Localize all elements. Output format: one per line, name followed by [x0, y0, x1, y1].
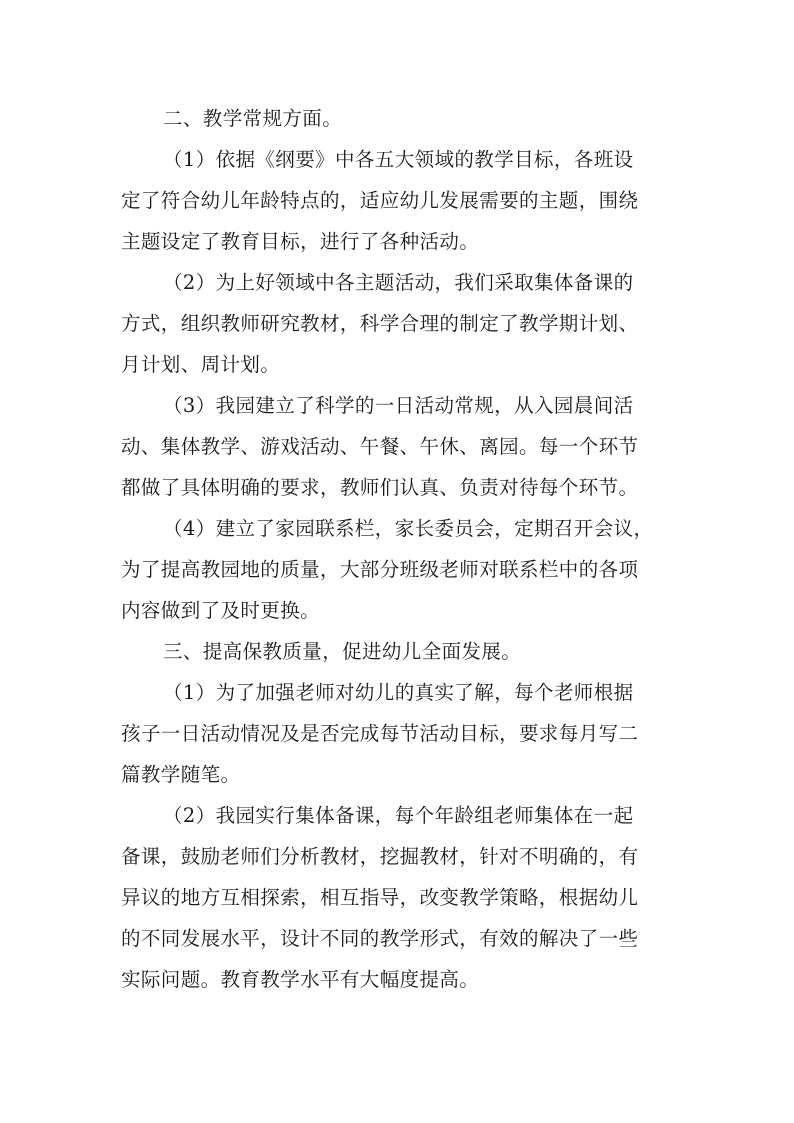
text-line: （1）为了加强老师对幼儿的真实了解，每个老师根据 — [163, 681, 634, 704]
text-line: 二、教学常规方面。 — [163, 107, 343, 130]
text-line: 定了符合幼儿年龄特点的，适应幼儿发展需要的主题，围绕 — [121, 189, 639, 212]
paragraph — [121, 508, 681, 631]
text-line: 的不同发展水平，设计不同的教学形式，有效的解决了一些 — [121, 927, 639, 950]
section-heading — [121, 98, 681, 139]
text-line: （2）我园实行集体备课，每个年龄组老师集体在一起 — [163, 804, 634, 827]
paragraph — [121, 672, 681, 795]
text-line: 都做了具体明确的要求，教师们认真、负责对待每个环节。 — [121, 476, 639, 499]
text-line: 方式，组织教师研究教材，科学合理的制定了教学期计划、 — [121, 312, 639, 335]
text-line: 三、提高保教质量，促进幼儿全面发展。 — [163, 640, 522, 663]
text-line: 主题设定了教育目标，进行了各种活动。 — [121, 230, 480, 253]
text-line: 为了提高教园地的质量，大部分班级老师对联系栏中的各项 — [121, 558, 639, 581]
paragraph — [121, 385, 681, 508]
text-line: 月计划、周计划。 — [121, 353, 281, 376]
text-line: （1）依据《纲要》中各五大领域的教学目标，各班设 — [163, 148, 634, 171]
section-heading — [121, 631, 681, 672]
text-line: 篇教学随笔。 — [121, 763, 241, 786]
text-line: 异议的地方互相探索，相互指导，改变教学策略，根据幼儿 — [121, 886, 639, 909]
text-line: （3）我园建立了科学的一日活动常规，从入园晨间活 — [163, 394, 634, 417]
paragraph — [121, 262, 681, 385]
text-line: （4）建立了家园联系栏，家长委员会，定期召开会议， — [163, 517, 654, 540]
document-body — [121, 98, 681, 1000]
paragraph — [121, 139, 681, 262]
text-line: 孩子一日活动情况及是否完成每节活动目标，要求每月写二 — [121, 722, 639, 745]
text-line: 动、集体教学、游戏活动、午餐、午休、离园。每一个环节 — [121, 435, 639, 458]
text-line: 实际问题。教育教学水平有大幅度提高。 — [121, 968, 480, 991]
paragraph — [121, 795, 681, 1000]
text-line: 内容做到了及时更换。 — [121, 599, 321, 622]
text-line: 备课，鼓励老师们分析教材，挖掘教材，针对不明确的，有 — [121, 845, 639, 868]
text-line: （2）为上好领域中各主题活动，我们采取集体备课的 — [163, 271, 634, 294]
